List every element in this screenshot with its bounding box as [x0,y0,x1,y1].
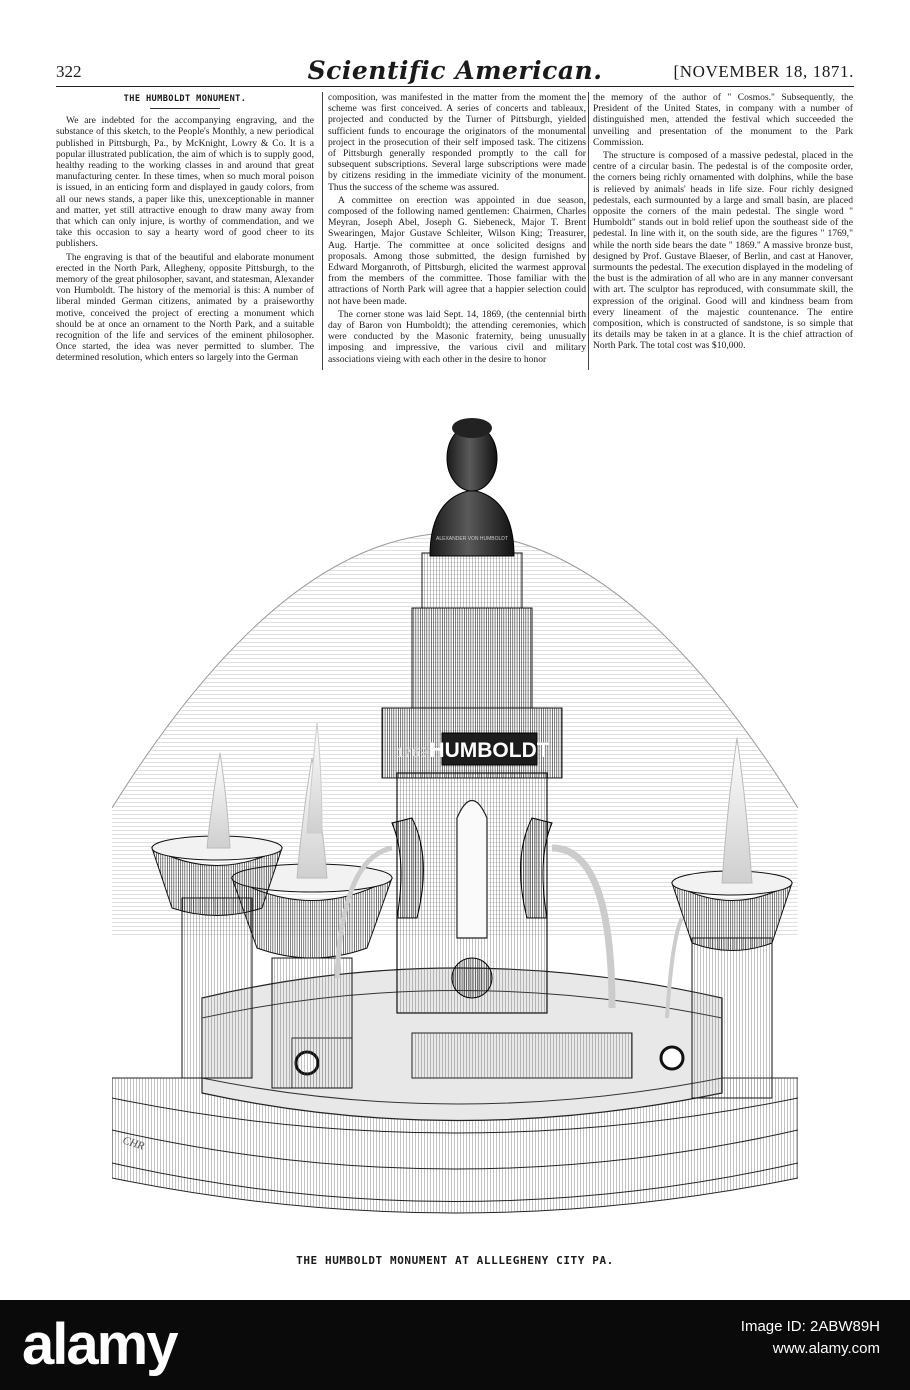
title-rule [150,108,220,109]
alamy-logo: alamy [22,1312,177,1377]
text-column-2 [328,92,586,367]
masthead-rule [56,86,854,87]
pedestal-year: 1769 [396,744,428,760]
paragraph: A committee on erection was appointed in due season, composed of the following named gentlemen: Chairmen, Charles Meyran, Joseph Abel, Joseph G. Siebeneck, Major T. Brent Swearingen, Major Gustave Schleiter, Wilson King; Treasurer, Aug. Hartje. The committee at once solicited designs and proposals. Among those submitted, the design furnished by Edward Morganroth, of Pittsburgh, elicited the warmest approval from the members of the committee. Those familiar with the attractions of North Park will agree that a happier selection could not have been made. [328,194,586,307]
paragraph: the memory of the author of " Cosmos." Subsequently, the President of the United States, in company with a number of distinguished men, attended the festival which succeeded the unveiling and presentation of the monument to the Park Commission. [593,92,853,148]
paragraph: The structure is composed of a massive pedestal, placed in the centre of a circular basin. The pedestal is of the composite order, the corners being richly ornamented with dolphins, while the base is relieved by animals' heads in life size. Four richly designed pedestals, each surmounted by a large and small basin, are placed opposite the corners of the main pedestal. The single word " Humboldt" stands out in bold relief upon the southeast side of the pedestal. In line with it, on the south side, are the figures " 1769," while the north side bears the date " 1869." A massive bronze bust, designed by Prof. Gustave Blaeser, of Berlin, and cast at Hanover, surmounts the pedestal. The execution displayed in the modeling of the bust is the admiration of all who are in any manner conversant with art. The sculptor has reproduced, with consummate skill, the expression of the original. Good will and kindness beam from every lineament of the majestic countenance. The entire composition, which is constructed of sandstone, is so simple that its details may be taken in at a glance. It is the chief attraction of North Park. The total cost was $10,000. [593,150,853,352]
article-title: THE HUMBOLDT MONUMENT. [123,94,247,104]
engraving-caption: THE HUMBOLDT MONUMENT AT ALLLEGHENY CITY PA. [296,1254,614,1267]
stock-image-id [741,1316,880,1360]
bronze-bust [430,418,514,556]
engraver-signature: CHR [121,1134,146,1153]
column-divider [322,92,323,370]
issue-date: [NOVEMBER 18, 1871. [673,62,854,81]
stock-site-url: www.alamy.com [772,1340,880,1357]
column-divider [588,92,589,370]
journal-title: Scientific American. [307,56,603,85]
text-column-1 [56,92,314,366]
masthead [56,56,854,86]
paragraph: composition, was manifested in the matter from the moment the scheme was first conceived. A series of concerts and tableaux, projected and conducted by the Turner of Pittsburgh, yielded sufficient funds to encourage the originators of the monumental project in the prosecution of their self imposed task. The citizens of Pittsburgh generally responded promptly to the call for subsequent subscriptions. Several large subscriptions were made by citizens residing in the immediate vicinity of the monument. Thus the success of the scheme was assured. [328,92,586,193]
paragraph: We are indebted for the accompanying engraving, and the substance of this sketch, to the People's Monthly, a new periodical published in Pittsburgh, Pa., by McKnight, Lowry & Co. It is a popular illustrated publication, the aim of which is to supply good, healthy reading to the working classes in and around that great manufacturing center. In these times, when so much moral poison is issued, in an enticing form and displayed in gaudy colors, from all our news stands, a paper like this, unexceptionable in manner and matter, yet still attractive enough to draw many away from that which can only injure, is worthy of commendation, and we take this occasion to say a hearty word of good cheer to its publishers. [56,115,314,250]
pedestal-inscription: HUMBOLDT [429,739,550,762]
paragraph: The corner stone was laid Sept. 14, 1869, (the centennial birth day of Baron von Humboldt); the attending ceremonies, which were conducted by the Masonic fraternity, being unusually imposing and impressive, the various civil and military associations vieing with each other in the desire to honor [328,308,586,365]
text-column-3 [593,92,853,354]
paragraph: The engraving is that of the beautiful and elaborate monument erected in the North Park, Allegheny, opposite Pittsburgh, to the memory of the great philosopher, savant, and statesman, Alexander von Humboldt. The history of the memorial is this: A number of liberal minded German citizens, animated by a praiseworthy motive, conceived the project of erecting a monument which should be at once an ornament to the North Park, and a suitable recognition of the life and services of the eminent philosopher. Once started, the idea was never permitted to slumber. The determined resolution, which enters so largely into the German [56,251,314,364]
bust-inscription: ALEXANDER VON HUMBOLDT [436,536,508,542]
stock-watermark-bar [0,1300,910,1390]
page-number: 322 [56,62,82,81]
image-id-label: Image ID: 2ABW89H [740,1318,880,1335]
monument-engraving [112,378,798,1308]
